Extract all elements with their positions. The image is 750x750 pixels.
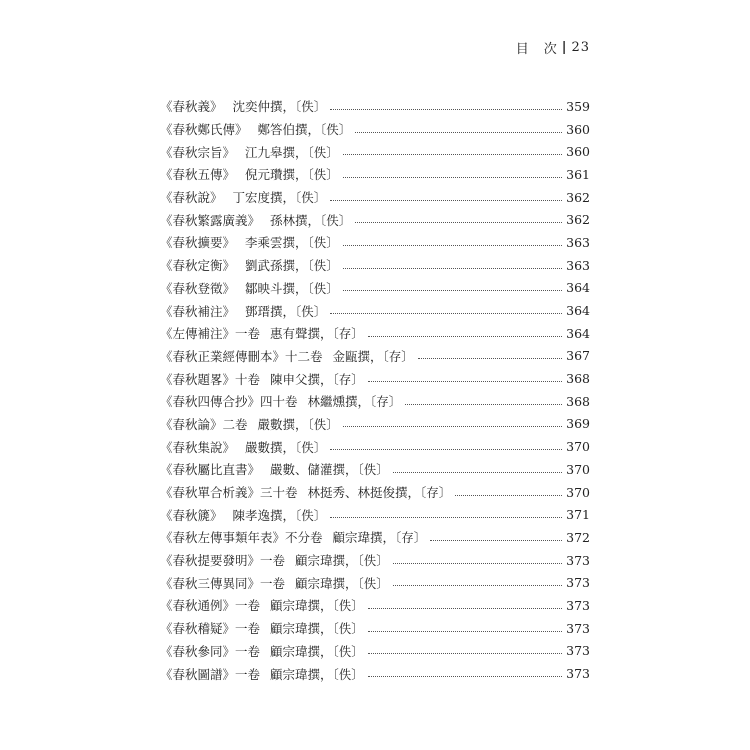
book-title: 《春秋登徵》 [160, 280, 236, 296]
toc-entry [160, 95, 590, 118]
book-title: 《春秋圖譜》一卷 [160, 666, 261, 682]
toc-entry [160, 390, 590, 413]
author-status: 孫林撰，〔佚〕 [270, 212, 352, 228]
author-status: 顧宗瑋撰，〔存〕 [332, 530, 427, 546]
book-title: 《春秋說》 [160, 190, 223, 206]
toc-entry [160, 526, 590, 549]
author-status: 倪元瓚撰，〔佚〕 [245, 167, 339, 183]
dot-leader [343, 290, 562, 291]
dot-leader [393, 563, 562, 564]
book-title: 《春秋五傳》 [160, 167, 236, 183]
entry-page-number: 370 [566, 461, 590, 477]
book-title: 《春秋義》 [160, 99, 223, 115]
dot-leader [330, 313, 562, 314]
book-title: 《春秋提要發明》一卷 [160, 553, 286, 569]
author-status: 鄒映斗撰，〔佚〕 [245, 280, 339, 296]
dot-leader [368, 336, 562, 337]
page-number: 23 [571, 40, 590, 55]
dot-leader [368, 608, 562, 609]
toc-entry [160, 140, 590, 163]
entry-page-number: 363 [566, 257, 590, 273]
author-status: 沈奕仲撰，〔佚〕 [232, 99, 327, 115]
table-of-contents [160, 95, 590, 685]
dot-leader [393, 472, 562, 473]
entry-page-number: 360 [566, 121, 590, 137]
dot-leader [343, 154, 562, 155]
author-status: 丁宏度撰，〔佚〕 [232, 190, 327, 206]
running-header [516, 38, 590, 57]
book-title: 《春秋繁露廣義》 [160, 212, 261, 228]
entry-page-number: 369 [566, 416, 590, 432]
book-title: 《春秋擴要》 [160, 235, 236, 251]
dot-leader [355, 132, 562, 133]
book-title: 《春秋補注》 [160, 303, 236, 319]
toc-entry [160, 549, 590, 572]
section-title: 目 次 [515, 42, 558, 57]
entry-page-number: 368 [566, 371, 590, 387]
toc-entry [160, 458, 590, 481]
book-title: 《春秋參同》一卷 [160, 643, 261, 659]
author-status: 鄧瑨撰，〔佚〕 [245, 303, 327, 319]
toc-entry [160, 277, 590, 300]
entry-page-number: 373 [566, 666, 590, 682]
entry-page-number: 368 [566, 393, 590, 409]
book-title: 《春秋鄭氏傳》 [160, 122, 248, 138]
book-title: 《春秋篪》 [160, 507, 223, 523]
book-title: 《春秋宗旨》 [160, 144, 236, 160]
book-title: 《春秋論》二卷 [160, 416, 248, 432]
author-status: 劉武孫撰，〔佚〕 [245, 258, 339, 274]
entry-page-number: 373 [566, 552, 590, 568]
toc-entry [160, 254, 590, 277]
toc-entry [160, 322, 590, 345]
dot-leader [330, 200, 562, 201]
dot-leader [343, 426, 562, 427]
book-title: 《左傳補注》一卷 [160, 326, 261, 342]
toc-entry [160, 163, 590, 186]
entry-page-number: 364 [566, 325, 590, 341]
book-title: 《春秋集說》 [160, 439, 236, 455]
dot-leader [430, 540, 562, 541]
book-title: 《春秋左傳事類年表》不分卷 [160, 530, 323, 546]
entry-page-number: 359 [566, 98, 590, 114]
author-status: 陳申父撰，〔存〕 [270, 371, 364, 387]
entry-page-number: 364 [566, 303, 590, 319]
toc-entry [160, 594, 590, 617]
author-status: 惠有聲撰，〔存〕 [270, 326, 364, 342]
dot-leader [418, 358, 562, 359]
entry-page-number: 367 [566, 348, 590, 364]
toc-entry [160, 571, 590, 594]
book-title: 《春秋正業經傳刪本》十二卷 [160, 348, 323, 364]
book-title: 《春秋定衡》 [160, 258, 236, 274]
author-status: 顧宗瑋撰，〔佚〕 [295, 575, 389, 591]
author-status: 林繼燻撰，〔存〕 [307, 394, 402, 410]
dot-leader [405, 404, 562, 405]
dot-leader [343, 177, 562, 178]
entry-page-number: 373 [566, 620, 590, 636]
entry-page-number: 373 [566, 597, 590, 613]
entry-page-number: 363 [566, 234, 590, 250]
entry-page-number: 364 [566, 280, 590, 296]
author-status: 江九皋撰，〔佚〕 [245, 144, 339, 160]
toc-entry [160, 662, 590, 685]
author-status: 顧宗瑋撰，〔佚〕 [270, 598, 364, 614]
book-title: 《春秋三傳異同》一卷 [160, 575, 286, 591]
entry-page-number: 362 [566, 189, 590, 205]
book-title: 《春秋單合析義》三十卷 [160, 485, 298, 501]
book-title: 《春秋屬比直書》 [160, 462, 261, 478]
dot-leader [330, 449, 562, 450]
entry-page-number: 371 [566, 507, 590, 523]
entry-page-number: 360 [566, 144, 590, 160]
author-status: 林挺秀、林挺俊撰，〔存〕 [307, 485, 452, 501]
header-separator: | [561, 40, 568, 55]
author-status: 陳孝逸撰，〔佚〕 [232, 507, 327, 523]
entry-page-number: 370 [566, 439, 590, 455]
dot-leader [368, 381, 562, 382]
book-title: 《春秋通例》一卷 [160, 598, 261, 614]
toc-entry [160, 118, 590, 141]
toc-entry [160, 186, 590, 209]
toc-entry [160, 367, 590, 390]
toc-entry [160, 503, 590, 526]
dot-leader [368, 631, 562, 632]
author-status: 鄭答伯撰，〔佚〕 [257, 122, 352, 138]
author-status: 嚴數撰，〔佚〕 [245, 439, 327, 455]
author-status: 嚴數撰，〔佚〕 [257, 416, 339, 432]
dot-leader [368, 676, 562, 677]
author-status: 李乘雲撰，〔佚〕 [245, 235, 339, 251]
toc-entry [160, 299, 590, 322]
entry-page-number: 372 [566, 529, 590, 545]
toc-entry [160, 617, 590, 640]
author-status: 顧宗瑋撰，〔佚〕 [270, 643, 364, 659]
toc-entry [160, 345, 590, 368]
dot-leader [355, 222, 562, 223]
book-title: 《春秋稽疑》一卷 [160, 621, 261, 637]
toc-entry [160, 208, 590, 231]
dot-leader [393, 585, 562, 586]
author-status: 顧宗瑋撰，〔佚〕 [270, 666, 364, 682]
entry-page-number: 373 [566, 643, 590, 659]
dot-leader [455, 495, 562, 496]
dot-leader [330, 517, 562, 518]
dot-leader [343, 245, 562, 246]
entry-page-number: 373 [566, 575, 590, 591]
entry-page-number: 362 [566, 212, 590, 228]
toc-entry [160, 481, 590, 504]
dot-leader [368, 653, 562, 654]
book-title: 《春秋四傳合抄》四十卷 [160, 394, 298, 410]
entry-page-number: 370 [566, 484, 590, 500]
dot-leader [330, 109, 562, 110]
toc-entry [160, 435, 590, 458]
dot-leader [343, 268, 562, 269]
entry-page-number: 361 [566, 166, 590, 182]
author-status: 顧宗瑋撰，〔佚〕 [270, 621, 364, 637]
author-status: 嚴數、儲灌撰，〔佚〕 [270, 462, 389, 478]
book-title: 《春秋題畧》十卷 [160, 371, 261, 387]
toc-entry [160, 640, 590, 663]
author-status: 顧宗瑋撰，〔佚〕 [295, 553, 389, 569]
toc-entry [160, 231, 590, 254]
toc-entry [160, 413, 590, 436]
author-status: 金甌撰，〔存〕 [332, 348, 414, 364]
